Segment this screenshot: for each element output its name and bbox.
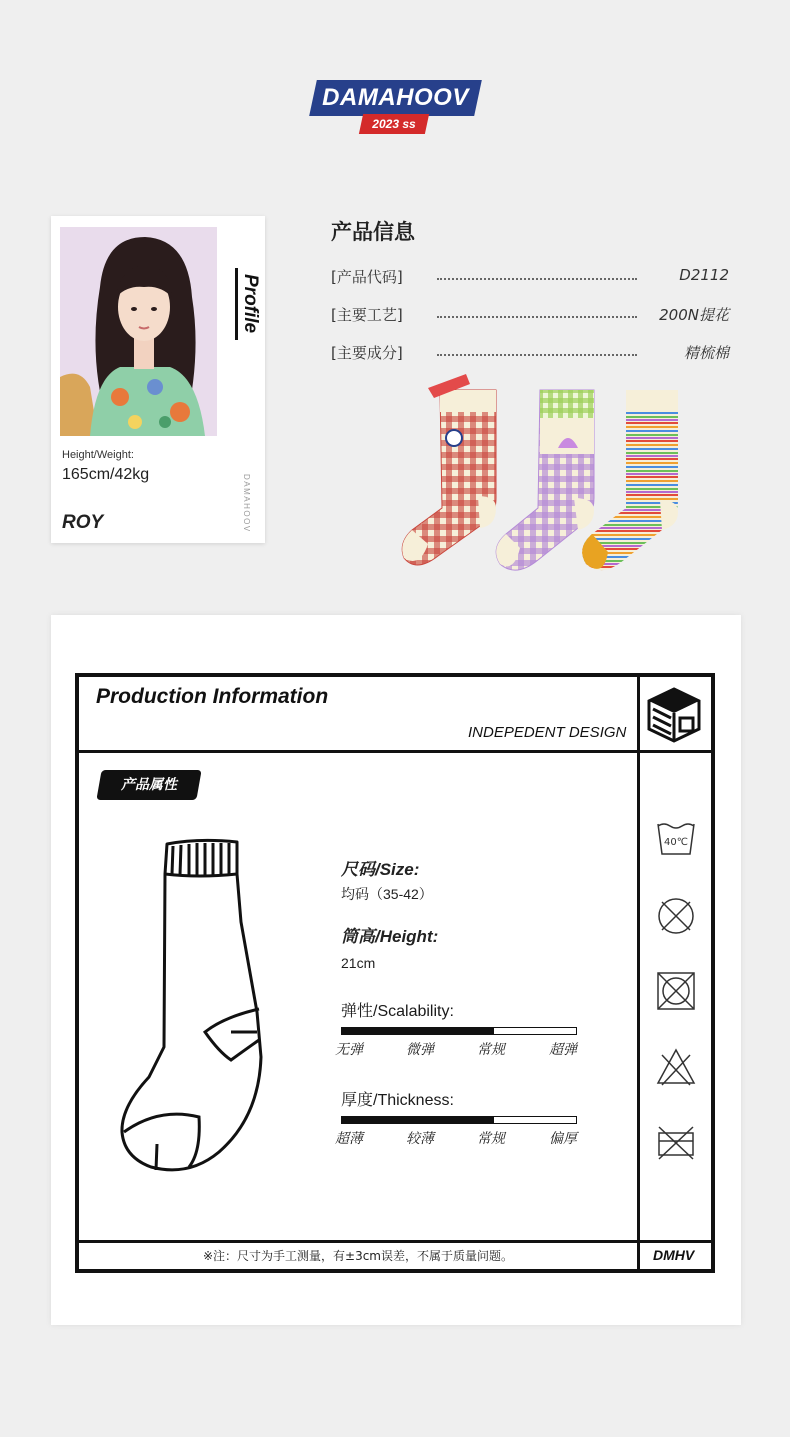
scale-label: 超弹 — [549, 1042, 577, 1058]
measurement-note: ※注：尺寸为手工测量，有±3cm误差，不属于质量问题。 — [202, 1249, 514, 1263]
no-bleach-icon — [654, 894, 698, 938]
height-label: 筒高/Height: — [341, 927, 439, 946]
brand-logo — [313, 78, 478, 138]
wash-temp-text: 40℃ — [664, 837, 688, 848]
info-row-material — [331, 342, 729, 366]
brand-cube-icon — [645, 685, 705, 743]
no-iron-icon — [654, 1121, 698, 1165]
divider-vertical — [637, 677, 640, 1269]
height-value: 21cm — [341, 955, 376, 971]
info-key: [产品代码] — [331, 268, 403, 286]
badge-label: 产品属性 — [121, 777, 177, 793]
sock-outline-icon — [119, 832, 279, 1172]
dotted-leader — [437, 354, 637, 356]
divider-bottom — [79, 1240, 711, 1243]
profile-label: Profile — [240, 274, 261, 334]
model-name: ROY — [62, 512, 104, 533]
thickness-fill — [342, 1117, 494, 1123]
thickness-scale-labels — [335, 1128, 579, 1148]
info-row-code — [331, 266, 729, 290]
info-value: D2112 — [679, 266, 729, 284]
info-row-craft — [331, 304, 729, 328]
scale-label: 微弹 — [406, 1042, 434, 1058]
info-key: [主要工艺] — [331, 306, 403, 324]
product-attributes-badge — [96, 770, 201, 800]
profile-accent-bar — [235, 268, 238, 340]
elasticity-label: 弹性/Scalability: — [341, 1003, 454, 1020]
size-label: 尺码/Size: — [341, 860, 420, 879]
elasticity-bar — [341, 1027, 577, 1035]
production-frame — [75, 673, 715, 1273]
scale-label: 常规 — [477, 1131, 505, 1147]
info-value: 精梳棉 — [683, 344, 729, 362]
wash-40c-icon — [654, 818, 698, 862]
scale-label: 无弹 — [335, 1042, 363, 1058]
thickness-scale — [335, 1116, 579, 1148]
elasticity-fill — [342, 1028, 494, 1034]
elasticity-scale — [335, 1027, 579, 1059]
brand-name: DAMAHOOV — [322, 84, 469, 111]
thickness-bar — [341, 1116, 577, 1124]
no-chlorine-icon — [654, 1045, 698, 1089]
thickness-label: 厚度/Thickness: — [341, 1092, 454, 1109]
profile-brand-vertical: DAMAHOOV — [242, 474, 251, 533]
profile-card — [51, 216, 265, 543]
scale-label: 常规 — [477, 1042, 505, 1058]
production-title: Production Information — [96, 685, 329, 708]
elasticity-scale-labels — [335, 1039, 579, 1059]
dotted-leader — [437, 278, 637, 280]
footer-brand: DMHV — [653, 1247, 695, 1263]
height-weight-value: 165cm/42kg — [62, 466, 150, 483]
production-sheet — [51, 615, 741, 1325]
info-value: 200N提花 — [659, 306, 729, 324]
brand-season: 2023 ss — [372, 117, 416, 131]
socks-product-image — [398, 368, 708, 590]
height-spec — [341, 922, 438, 971]
info-key: [主要成分] — [331, 344, 403, 362]
dotted-leader — [437, 316, 637, 318]
production-subtitle: INDEPEDENT DESIGN — [468, 724, 627, 741]
scale-label: 偏厚 — [549, 1131, 577, 1147]
model-photo — [60, 227, 217, 436]
scale-label: 较薄 — [406, 1131, 434, 1147]
no-tumble-dry-icon — [654, 969, 698, 1013]
product-info-title: 产品信息 — [331, 220, 415, 244]
size-spec — [341, 855, 433, 904]
height-weight-label: Height/Weight: — [62, 449, 134, 461]
scale-label: 超薄 — [335, 1131, 363, 1147]
divider-top — [79, 750, 711, 753]
size-value: 均码（35-42） — [341, 886, 433, 902]
